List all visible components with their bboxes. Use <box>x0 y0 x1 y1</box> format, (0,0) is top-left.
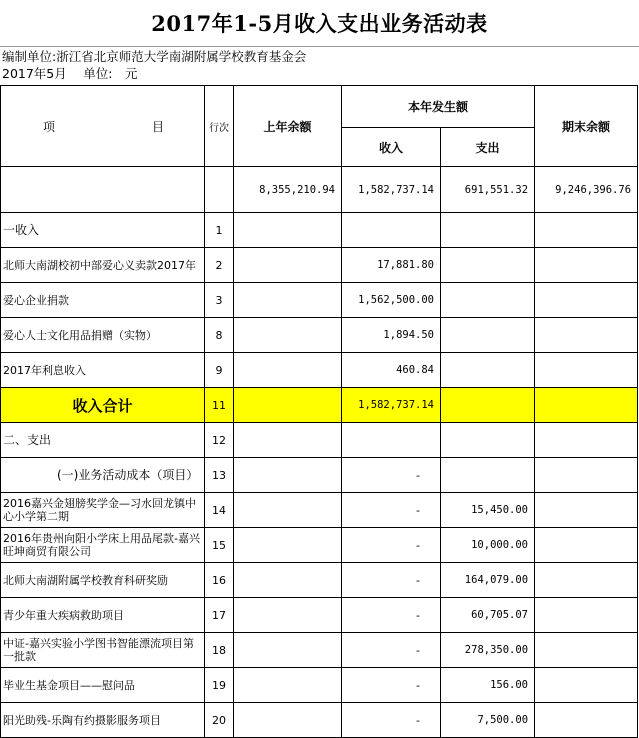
row-no: 1 <box>205 213 234 248</box>
row-no: 11 <box>205 388 234 423</box>
header-item-b: 目 <box>151 119 164 134</box>
row-expense <box>441 353 535 388</box>
row-end <box>535 668 638 703</box>
row-expense <box>441 213 535 248</box>
row-end <box>535 318 638 353</box>
row-income: - <box>342 633 441 668</box>
row-end <box>535 248 638 283</box>
row-prev <box>234 458 342 493</box>
row-income: - <box>342 528 441 563</box>
row-expense: 60,705.07 <box>441 598 535 633</box>
row-expense <box>441 458 535 493</box>
table-row <box>1 318 638 353</box>
summary-row <box>1 167 638 213</box>
row-income: - <box>342 493 441 528</box>
row-end <box>535 703 638 738</box>
row-prev <box>234 493 342 528</box>
summary-blank-no <box>205 167 234 213</box>
row-expense <box>441 423 535 458</box>
row-income: 1,562,500.00 <box>342 283 441 318</box>
row-income: 1,582,737.14 <box>342 388 441 423</box>
row-expense: 15,450.00 <box>441 493 535 528</box>
row-label: 毕业生基金项目——慰问品 <box>1 668 205 703</box>
row-no: 12 <box>205 423 234 458</box>
row-label: 收入合计 <box>1 388 205 423</box>
row-end <box>535 598 638 633</box>
row-prev <box>234 283 342 318</box>
row-label: 阳光助残-乐陶有约摄影服务项目 <box>1 703 205 738</box>
table-row <box>1 213 638 248</box>
row-expense <box>441 318 535 353</box>
organization-line: 编制单位:浙江省北京师范大学南湖附属学校教育基金会 <box>2 49 307 64</box>
header-expense: 支出 <box>441 128 535 167</box>
header-item-a: 项 <box>43 119 56 134</box>
row-end <box>535 213 638 248</box>
row-prev <box>234 213 342 248</box>
period-unit-line: 2017年5月 单位: 元 <box>2 66 138 81</box>
row-no: 3 <box>205 283 234 318</box>
row-prev <box>234 248 342 283</box>
table-row <box>1 283 638 318</box>
table-row <box>1 633 638 668</box>
row-no: 18 <box>205 633 234 668</box>
row-end <box>535 353 638 388</box>
row-prev <box>234 703 342 738</box>
row-income: - <box>342 458 441 493</box>
row-no: 15 <box>205 528 234 563</box>
row-label: 一收入 <box>1 213 205 248</box>
row-no: 14 <box>205 493 234 528</box>
row-prev <box>234 563 342 598</box>
table-row <box>1 423 638 458</box>
table-row <box>1 598 638 633</box>
table-row <box>1 528 638 563</box>
row-expense <box>441 248 535 283</box>
row-income <box>342 213 441 248</box>
row-prev <box>234 423 342 458</box>
row-label: 2016年贵州向阳小学床上用品尾款-嘉兴旺坤商贸有限公司 <box>1 528 205 563</box>
row-expense: 164,079.00 <box>441 563 535 598</box>
row-label: 爱心人士文化用品捐赠（实物） <box>1 318 205 353</box>
row-label: (一)业务活动成本（项目） <box>1 458 205 493</box>
row-label: 北师大南湖附属学校教育科研奖励 <box>1 563 205 598</box>
table-row <box>1 703 638 738</box>
row-no: 20 <box>205 703 234 738</box>
row-prev <box>234 318 342 353</box>
table-row <box>1 353 638 388</box>
row-expense: 7,500.00 <box>441 703 535 738</box>
row-expense: 10,000.00 <box>441 528 535 563</box>
row-end <box>535 458 638 493</box>
summary-prev-balance: 8,355,210.94 <box>234 167 342 213</box>
table-row <box>1 563 638 598</box>
header-item <box>1 86 205 167</box>
row-no: 2 <box>205 248 234 283</box>
summary-end-balance: 9,246,396.76 <box>535 167 638 213</box>
row-income <box>342 423 441 458</box>
row-income: 460.84 <box>342 353 441 388</box>
row-end <box>535 563 638 598</box>
row-prev <box>234 598 342 633</box>
row-expense <box>441 388 535 423</box>
row-end <box>535 493 638 528</box>
row-expense: 156.00 <box>441 668 535 703</box>
summary-income: 1,582,737.14 <box>342 167 441 213</box>
header-current-year: 本年发生额 <box>342 86 535 128</box>
row-label: 北师大南湖校初中部爱心义卖款2017年 <box>1 248 205 283</box>
row-no: 8 <box>205 318 234 353</box>
row-income: - <box>342 598 441 633</box>
row-label: 2017年利息收入 <box>1 353 205 388</box>
row-no: 17 <box>205 598 234 633</box>
table-row <box>1 668 638 703</box>
income-total-row <box>1 388 638 423</box>
summary-blank-item <box>1 167 205 213</box>
row-label: 中证-嘉兴实验小学图书智能漂流项目第一批款 <box>1 633 205 668</box>
row-no: 9 <box>205 353 234 388</box>
header-prev-balance: 上年余额 <box>234 86 342 167</box>
row-income: 1,894.50 <box>342 318 441 353</box>
row-end <box>535 528 638 563</box>
header-income: 收入 <box>342 128 441 167</box>
row-prev <box>234 633 342 668</box>
row-no: 19 <box>205 668 234 703</box>
table-row <box>1 493 638 528</box>
row-income: 17,881.80 <box>342 248 441 283</box>
row-end <box>535 633 638 668</box>
row-label: 二、支出 <box>1 423 205 458</box>
row-prev <box>234 388 342 423</box>
row-prev <box>234 668 342 703</box>
row-no: 13 <box>205 458 234 493</box>
row-prev <box>234 353 342 388</box>
summary-expense: 691,551.32 <box>441 167 535 213</box>
row-income: - <box>342 703 441 738</box>
row-label: 2016嘉兴金翅膀奖学金—习水回龙镇中心小学第二期 <box>1 493 205 528</box>
header-row-no: 行次 <box>205 86 234 167</box>
row-income: - <box>342 668 441 703</box>
row-end <box>535 283 638 318</box>
row-no: 16 <box>205 563 234 598</box>
table-row <box>1 248 638 283</box>
header-end-balance: 期末余额 <box>535 86 638 167</box>
row-label: 青少年重大疾病救助项目 <box>1 598 205 633</box>
row-label: 爱心企业捐款 <box>1 283 205 318</box>
table-row <box>1 458 638 493</box>
row-expense: 278,350.00 <box>441 633 535 668</box>
row-income: - <box>342 563 441 598</box>
activity-table <box>0 85 638 738</box>
report-title: 2017年1-5月收入支出业务活动表 <box>0 0 639 47</box>
row-expense <box>441 283 535 318</box>
row-end <box>535 388 638 423</box>
row-prev <box>234 528 342 563</box>
row-end <box>535 423 638 458</box>
